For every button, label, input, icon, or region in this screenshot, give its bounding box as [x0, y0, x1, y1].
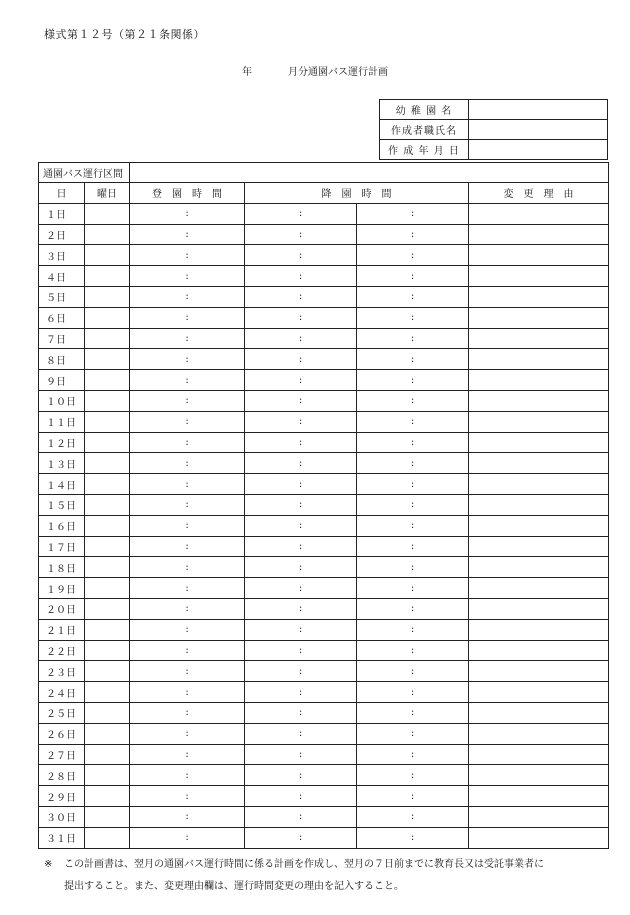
arrival-time-cell[interactable]: : [130, 349, 245, 370]
departure-time-cell[interactable]: : [357, 702, 469, 723]
departure-time-cell[interactable]: : [357, 349, 469, 370]
change-reason-cell[interactable] [469, 619, 609, 640]
departure-time-cell[interactable]: : [245, 328, 357, 349]
arrival-time-cell[interactable]: : [130, 474, 245, 495]
day-label: １４日 [39, 474, 85, 495]
bus-schedule-table [38, 162, 609, 849]
day-row [39, 411, 609, 432]
arrival-time-cell[interactable]: : [130, 765, 245, 786]
weekday-cell[interactable] [85, 640, 130, 661]
departure-time-cell[interactable]: : [357, 515, 469, 536]
day-label: １８日 [39, 557, 85, 578]
day-row [39, 203, 609, 224]
weekday-cell[interactable] [85, 390, 130, 411]
change-reason-cell[interactable] [469, 328, 609, 349]
change-reason-cell[interactable] [469, 390, 609, 411]
arrival-time-cell[interactable]: : [130, 307, 245, 328]
day-row [39, 349, 609, 370]
departure-time-cell[interactable]: : [357, 390, 469, 411]
departure-time-cell[interactable]: : [357, 286, 469, 307]
change-reason-cell[interactable] [469, 765, 609, 786]
departure-time-cell[interactable]: : [245, 515, 357, 536]
change-reason-cell[interactable] [469, 286, 609, 307]
note-line-1: この計画書は、翌月の通園バス運行時間に係る計画を作成し、翌月の７日前までに教育長又は受託事業者に [64, 859, 544, 870]
day-label: １７日 [39, 536, 85, 557]
departure-time-cell[interactable]: : [245, 224, 357, 245]
day-row [39, 328, 609, 349]
day-label: ７日 [39, 328, 85, 349]
departure-time-cell[interactable]: : [245, 827, 357, 848]
change-reason-cell[interactable] [469, 661, 609, 682]
note-line-2: 提出すること。また、変更理由欄は、運行時間変更の理由を記入すること。 [64, 881, 404, 892]
departure-time-cell[interactable]: : [357, 536, 469, 557]
weekday-cell[interactable] [85, 328, 130, 349]
info-row [380, 140, 608, 160]
day-label: １日 [39, 203, 85, 224]
departure-time-cell[interactable]: : [357, 224, 469, 245]
day-row [39, 765, 609, 786]
departure-time-cell[interactable]: : [357, 557, 469, 578]
departure-time-cell[interactable]: : [357, 744, 469, 765]
arrival-time-cell[interactable]: : [130, 266, 245, 287]
day-row [39, 224, 609, 245]
weekday-cell[interactable] [85, 286, 130, 307]
day-row [39, 702, 609, 723]
day-label: １０日 [39, 390, 85, 411]
header-departure-time: 降 園 時 間 [245, 183, 469, 204]
day-label: ２３日 [39, 661, 85, 682]
change-reason-cell[interactable] [469, 411, 609, 432]
day-row [39, 432, 609, 453]
arrival-time-cell[interactable]: : [130, 370, 245, 391]
weekday-cell[interactable] [85, 723, 130, 744]
info-label: 幼 稚 園 名 [380, 100, 469, 120]
day-label: ２８日 [39, 765, 85, 786]
weekday-cell[interactable] [85, 474, 130, 495]
departure-time-cell[interactable]: : [357, 578, 469, 599]
weekday-cell[interactable] [85, 453, 130, 474]
day-row [39, 827, 609, 848]
weekday-cell[interactable] [85, 494, 130, 515]
arrival-time-cell[interactable]: : [130, 682, 245, 703]
info-value-field[interactable] [469, 120, 608, 140]
arrival-time-cell[interactable]: : [130, 390, 245, 411]
departure-time-cell[interactable]: : [357, 370, 469, 391]
change-reason-cell[interactable] [469, 224, 609, 245]
day-label: ９日 [39, 370, 85, 391]
info-row [380, 120, 608, 140]
arrival-time-cell[interactable]: : [130, 203, 245, 224]
title-year: 年 [242, 67, 252, 78]
departure-time-cell[interactable]: : [245, 349, 357, 370]
change-reason-cell[interactable] [469, 349, 609, 370]
arrival-time-cell[interactable]: : [130, 806, 245, 827]
departure-time-cell[interactable]: : [245, 578, 357, 599]
weekday-cell[interactable] [85, 578, 130, 599]
arrival-time-cell[interactable]: : [130, 744, 245, 765]
day-row [39, 536, 609, 557]
day-label: ３０日 [39, 806, 85, 827]
departure-time-cell[interactable]: : [357, 453, 469, 474]
day-label: ２２日 [39, 640, 85, 661]
arrival-time-cell[interactable]: : [130, 245, 245, 266]
weekday-cell[interactable] [85, 702, 130, 723]
footnote [44, 854, 616, 898]
weekday-cell[interactable] [85, 682, 130, 703]
day-row [39, 453, 609, 474]
departure-time-cell[interactable]: : [357, 266, 469, 287]
day-row [39, 266, 609, 287]
change-reason-cell[interactable] [469, 827, 609, 848]
weekday-cell[interactable] [85, 370, 130, 391]
arrival-time-cell[interactable]: : [130, 411, 245, 432]
day-label: １２日 [39, 432, 85, 453]
departure-time-cell[interactable]: : [245, 453, 357, 474]
departure-time-cell[interactable]: : [357, 494, 469, 515]
departure-time-cell[interactable]: : [245, 702, 357, 723]
departure-time-cell[interactable]: : [245, 598, 357, 619]
change-reason-cell[interactable] [469, 307, 609, 328]
day-row [39, 723, 609, 744]
day-label: ２１日 [39, 619, 85, 640]
arrival-time-cell[interactable]: : [130, 494, 245, 515]
change-reason-cell[interactable] [469, 702, 609, 723]
weekday-cell[interactable] [85, 619, 130, 640]
departure-time-cell[interactable]: : [245, 536, 357, 557]
day-row [39, 557, 609, 578]
departure-time-cell[interactable]: : [245, 494, 357, 515]
day-label: ２５日 [39, 702, 85, 723]
header-weekday: 曜日 [85, 183, 130, 204]
departure-time-cell[interactable]: : [357, 432, 469, 453]
departure-time-cell[interactable]: : [245, 806, 357, 827]
departure-time-cell[interactable]: : [357, 619, 469, 640]
departure-time-cell[interactable]: : [245, 390, 357, 411]
change-reason-cell[interactable] [469, 266, 609, 287]
arrival-time-cell[interactable]: : [130, 578, 245, 599]
departure-time-cell[interactable]: : [245, 557, 357, 578]
arrival-time-cell[interactable]: : [130, 432, 245, 453]
header-arrival-time: 登 園 時 間 [130, 183, 245, 204]
arrival-time-cell[interactable]: : [130, 786, 245, 807]
day-label: ２０日 [39, 598, 85, 619]
arrival-time-cell[interactable]: : [130, 286, 245, 307]
departure-time-cell[interactable]: : [357, 598, 469, 619]
departure-time-cell[interactable]: : [245, 765, 357, 786]
change-reason-cell[interactable] [469, 515, 609, 536]
info-row [380, 100, 608, 120]
day-label: ３１日 [39, 827, 85, 848]
weekday-cell[interactable] [85, 411, 130, 432]
departure-time-cell[interactable]: : [245, 286, 357, 307]
day-label: １３日 [39, 453, 85, 474]
departure-time-cell[interactable]: : [357, 328, 469, 349]
day-row [39, 578, 609, 599]
day-label: １９日 [39, 578, 85, 599]
day-row [39, 474, 609, 495]
departure-time-cell[interactable]: : [245, 640, 357, 661]
departure-time-cell[interactable]: : [357, 723, 469, 744]
day-row [39, 494, 609, 515]
route-value-cell[interactable] [130, 163, 609, 183]
route-row [39, 163, 609, 183]
change-reason-cell[interactable] [469, 370, 609, 391]
day-label: ５日 [39, 286, 85, 307]
arrival-time-cell[interactable]: : [130, 453, 245, 474]
weekday-cell[interactable] [85, 307, 130, 328]
arrival-time-cell[interactable]: : [130, 640, 245, 661]
departure-time-cell[interactable]: : [245, 619, 357, 640]
departure-time-cell[interactable]: : [357, 203, 469, 224]
change-reason-cell[interactable] [469, 536, 609, 557]
departure-time-cell[interactable]: : [357, 661, 469, 682]
info-value-field[interactable] [469, 100, 608, 120]
day-row [39, 640, 609, 661]
departure-time-cell[interactable]: : [245, 432, 357, 453]
departure-time-cell[interactable]: : [245, 245, 357, 266]
note-mark: ※ [44, 859, 53, 870]
arrival-time-cell[interactable]: : [130, 661, 245, 682]
title-text: 月分通園バス運行計画 [288, 67, 388, 78]
departure-time-cell[interactable]: : [357, 411, 469, 432]
document-title [0, 63, 630, 78]
departure-time-cell[interactable]: : [245, 682, 357, 703]
weekday-cell[interactable] [85, 515, 130, 536]
weekday-cell[interactable] [85, 224, 130, 245]
arrival-time-cell[interactable]: : [130, 598, 245, 619]
change-reason-cell[interactable] [469, 723, 609, 744]
info-label: 作 成 年 月 日 [380, 140, 469, 160]
day-row [39, 682, 609, 703]
departure-time-cell[interactable]: : [357, 245, 469, 266]
arrival-time-cell[interactable]: : [130, 536, 245, 557]
departure-time-cell[interactable]: : [245, 370, 357, 391]
departure-time-cell[interactable]: : [245, 786, 357, 807]
departure-time-cell[interactable]: : [245, 474, 357, 495]
weekday-cell[interactable] [85, 744, 130, 765]
change-reason-cell[interactable] [469, 786, 609, 807]
arrival-time-cell[interactable]: : [130, 328, 245, 349]
arrival-time-cell[interactable]: : [130, 515, 245, 536]
departure-time-cell[interactable]: : [245, 307, 357, 328]
departure-time-cell[interactable]: : [357, 474, 469, 495]
change-reason-cell[interactable] [469, 245, 609, 266]
departure-time-cell[interactable]: : [245, 266, 357, 287]
day-label: １１日 [39, 411, 85, 432]
day-row [39, 806, 609, 827]
day-label: ８日 [39, 349, 85, 370]
form-number: 様式第１２号（第２１条関係） [44, 28, 205, 41]
day-row [39, 786, 609, 807]
day-label: ２６日 [39, 723, 85, 744]
departure-time-cell[interactable]: : [357, 640, 469, 661]
weekday-cell[interactable] [85, 806, 130, 827]
day-label: ３日 [39, 245, 85, 266]
header-day: 日 [39, 183, 85, 204]
departure-time-cell[interactable]: : [245, 203, 357, 224]
departure-time-cell[interactable]: : [245, 723, 357, 744]
day-label: ２日 [39, 224, 85, 245]
day-row [39, 286, 609, 307]
arrival-time-cell[interactable]: : [130, 557, 245, 578]
weekday-cell[interactable] [85, 245, 130, 266]
day-row [39, 619, 609, 640]
change-reason-cell[interactable] [469, 453, 609, 474]
arrival-time-cell[interactable]: : [130, 619, 245, 640]
day-row [39, 307, 609, 328]
day-label: １６日 [39, 515, 85, 536]
change-reason-cell[interactable] [469, 744, 609, 765]
header-change-reason: 変 更 理 由 [469, 183, 609, 204]
day-row [39, 515, 609, 536]
change-reason-cell[interactable] [469, 432, 609, 453]
day-row [39, 370, 609, 391]
day-row [39, 245, 609, 266]
weekday-cell[interactable] [85, 598, 130, 619]
weekday-cell[interactable] [85, 536, 130, 557]
day-label: ２７日 [39, 744, 85, 765]
departure-time-cell[interactable]: : [357, 806, 469, 827]
day-row [39, 744, 609, 765]
weekday-cell[interactable] [85, 661, 130, 682]
change-reason-cell[interactable] [469, 203, 609, 224]
day-row [39, 598, 609, 619]
departure-time-cell[interactable]: : [357, 682, 469, 703]
change-reason-cell[interactable] [469, 474, 609, 495]
departure-time-cell[interactable]: : [357, 765, 469, 786]
route-label: 通園バス運行区間 [39, 163, 130, 183]
day-label: １５日 [39, 494, 85, 515]
weekday-cell[interactable] [85, 557, 130, 578]
arrival-time-cell[interactable]: : [130, 827, 245, 848]
weekday-cell[interactable] [85, 349, 130, 370]
info-label: 作成者職氏名 [380, 120, 469, 140]
departure-time-cell[interactable]: : [357, 307, 469, 328]
day-label: ４日 [39, 266, 85, 287]
arrival-time-cell[interactable]: : [130, 224, 245, 245]
change-reason-cell[interactable] [469, 640, 609, 661]
weekday-cell[interactable] [85, 765, 130, 786]
change-reason-cell[interactable] [469, 557, 609, 578]
weekday-cell[interactable] [85, 266, 130, 287]
weekday-cell[interactable] [85, 203, 130, 224]
day-label: ６日 [39, 307, 85, 328]
day-label: ２４日 [39, 682, 85, 703]
change-reason-cell[interactable] [469, 598, 609, 619]
arrival-time-cell[interactable]: : [130, 723, 245, 744]
day-row [39, 390, 609, 411]
day-label: ２９日 [39, 786, 85, 807]
departure-time-cell[interactable]: : [245, 411, 357, 432]
kindergarten-info-table [379, 99, 608, 160]
column-header-row [39, 183, 609, 204]
departure-time-cell[interactable]: : [245, 744, 357, 765]
day-row [39, 661, 609, 682]
departure-time-cell[interactable]: : [357, 786, 469, 807]
arrival-time-cell[interactable]: : [130, 702, 245, 723]
info-value-field[interactable] [469, 140, 608, 160]
weekday-cell[interactable] [85, 827, 130, 848]
departure-time-cell[interactable]: : [245, 661, 357, 682]
change-reason-cell[interactable] [469, 578, 609, 599]
weekday-cell[interactable] [85, 786, 130, 807]
change-reason-cell[interactable] [469, 494, 609, 515]
change-reason-cell[interactable] [469, 806, 609, 827]
departure-time-cell[interactable]: : [357, 827, 469, 848]
weekday-cell[interactable] [85, 432, 130, 453]
change-reason-cell[interactable] [469, 682, 609, 703]
